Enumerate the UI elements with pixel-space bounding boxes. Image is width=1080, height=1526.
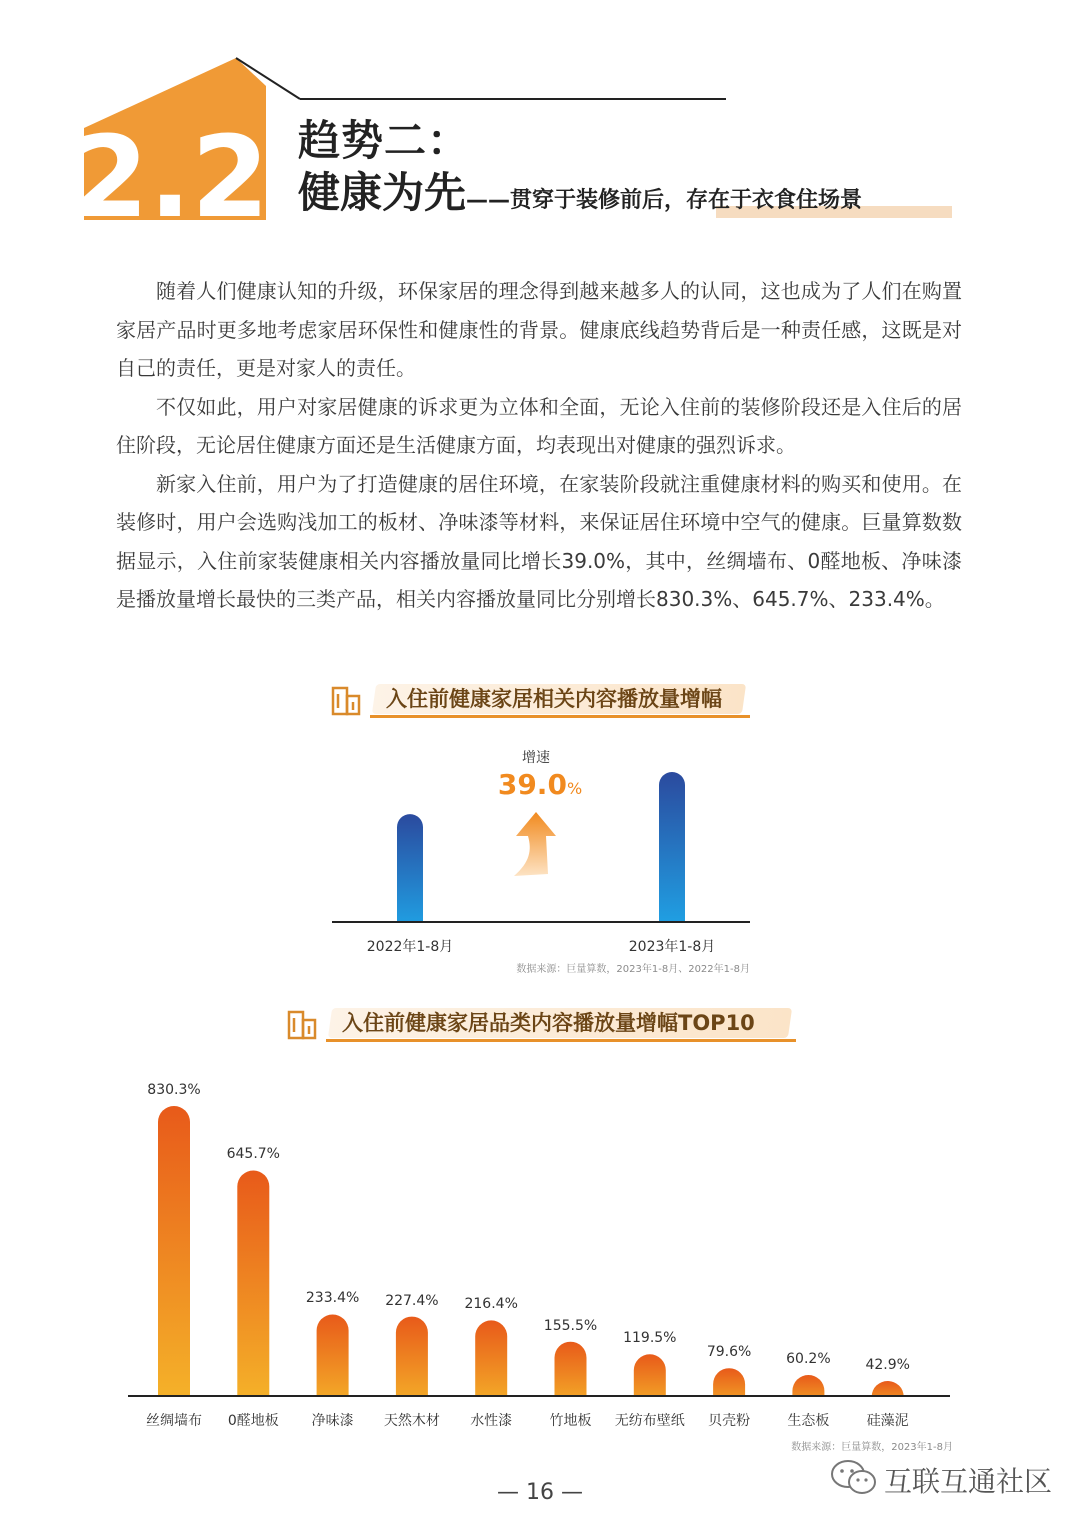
chart2-value-label: 60.2% [786, 1350, 831, 1367]
chart1-bar [659, 772, 685, 935]
chart2-x-label: 丝绸墙布 [146, 1413, 202, 1429]
growth-rate-value [470, 768, 610, 801]
chart2-value-label: 79.6% [706, 1344, 752, 1361]
growth-arrow-icon [514, 812, 556, 876]
section-number: 2.2 [70, 113, 270, 240]
growth-rate-label: 增速 [522, 750, 550, 766]
chart1-x-label: 2022年1-8月 [366, 939, 454, 955]
chart2-x-label: 贝壳粉 [708, 1413, 751, 1429]
page-title-line1: 趋势二： [298, 116, 471, 165]
chart2-x-label: 硅藻泥 [866, 1413, 909, 1429]
chart2-bar [555, 1342, 587, 1400]
chart2-x-label: 无纺布壁纸 [614, 1413, 685, 1429]
chart1-title: 入住前健康家居相关内容播放量增幅 [386, 687, 722, 711]
paragraph: 新家入住前，用户为了打造健康的居住环境，在家装阶段就注重健康材料的购买和使用。在装修时，用户会选购浅加工的板材、净味漆等材料，来保证居住环境中空气的健康。巨量算数数据显示，入住前家装健康相关内容播放量同比增长39.0%，其中，丝绸墙布、0醛地板、净味漆是播放量增长最快的三类产品，相关内容播放量同比分别增长830.3%、645.7%、233.4%。 [116, 471, 962, 611]
chart2-x-label: 生态板 [787, 1413, 830, 1429]
brand-name: 互联互通社区 [884, 1465, 1053, 1498]
chart2-bar [475, 1320, 507, 1400]
chart2-bar [317, 1314, 349, 1400]
chart1-source: 数据来源：巨量算数，2023年1-8月、2022年1-8月 [516, 964, 750, 975]
chart2-bar [237, 1170, 269, 1400]
brand-watermark [830, 1458, 1053, 1498]
page-subtitle: ——贯穿于装修前后，存在于衣食住场景 [466, 188, 863, 213]
building-icon [286, 1006, 320, 1040]
chart2-value-label: 216.4% [464, 1296, 518, 1313]
chart1-bar [397, 814, 423, 935]
chart2-value-label: 645.7% [226, 1146, 280, 1163]
paragraph: 不仅如此，用户对家居健康的诉求更为立体和全面，无论入住前的装修阶段还是入住后的居住阶段，无论居住健康方面还是生活健康方面，均表现出对健康的强烈诉求。 [116, 394, 962, 457]
chart2-x-label: 天然木材 [383, 1413, 440, 1429]
building-icon [330, 682, 364, 716]
paragraph: 随着人们健康认知的升级，环保家居的理念得到越来越多人的认同，这也成为了人们在购置家居产品时更多地考虑家居环保性和健康性的背景。健康底线趋势背后是一种责任感，这既是对自己的责任，更是对家人的责任。 [116, 279, 962, 380]
chart2-value-label: 155.5% [543, 1317, 598, 1334]
chart2-bar [634, 1354, 666, 1400]
wechat-icon [830, 1458, 878, 1496]
chart2-value-label: 233.4% [305, 1290, 360, 1307]
chart2-value-label: 42.9% [865, 1357, 910, 1374]
chart1-x-label: 2023年1-8月 [628, 939, 716, 955]
chart2-bar [396, 1317, 428, 1400]
chart2-x-label: 水性漆 [470, 1413, 513, 1429]
page-title-line2 [298, 166, 862, 228]
chart2-value-label: 119.5% [623, 1330, 677, 1347]
page-number: — 16 — [497, 1480, 583, 1505]
chart2-title: 入住前健康家居品类内容播放量增幅TOP10 [342, 1011, 755, 1035]
growth-rate-number: 39.0 [497, 768, 567, 801]
body-text [116, 272, 962, 619]
chart2-value-label: 227.4% [385, 1292, 439, 1309]
chart2-source: 数据来源：巨量算数，2023年1-8月 [791, 1442, 953, 1453]
chart2-x-label: 0醛地板 [227, 1413, 279, 1429]
chart2-value-label: 830.3% [147, 1082, 201, 1098]
growth-rate-unit: % [566, 779, 583, 798]
chart2-x-label: 净味漆 [311, 1413, 354, 1429]
page-title-main: 健康为先 [298, 168, 467, 217]
chart2-x-label: 竹地板 [549, 1413, 592, 1429]
chart2-bar [158, 1106, 190, 1400]
chart1-header [330, 682, 760, 722]
